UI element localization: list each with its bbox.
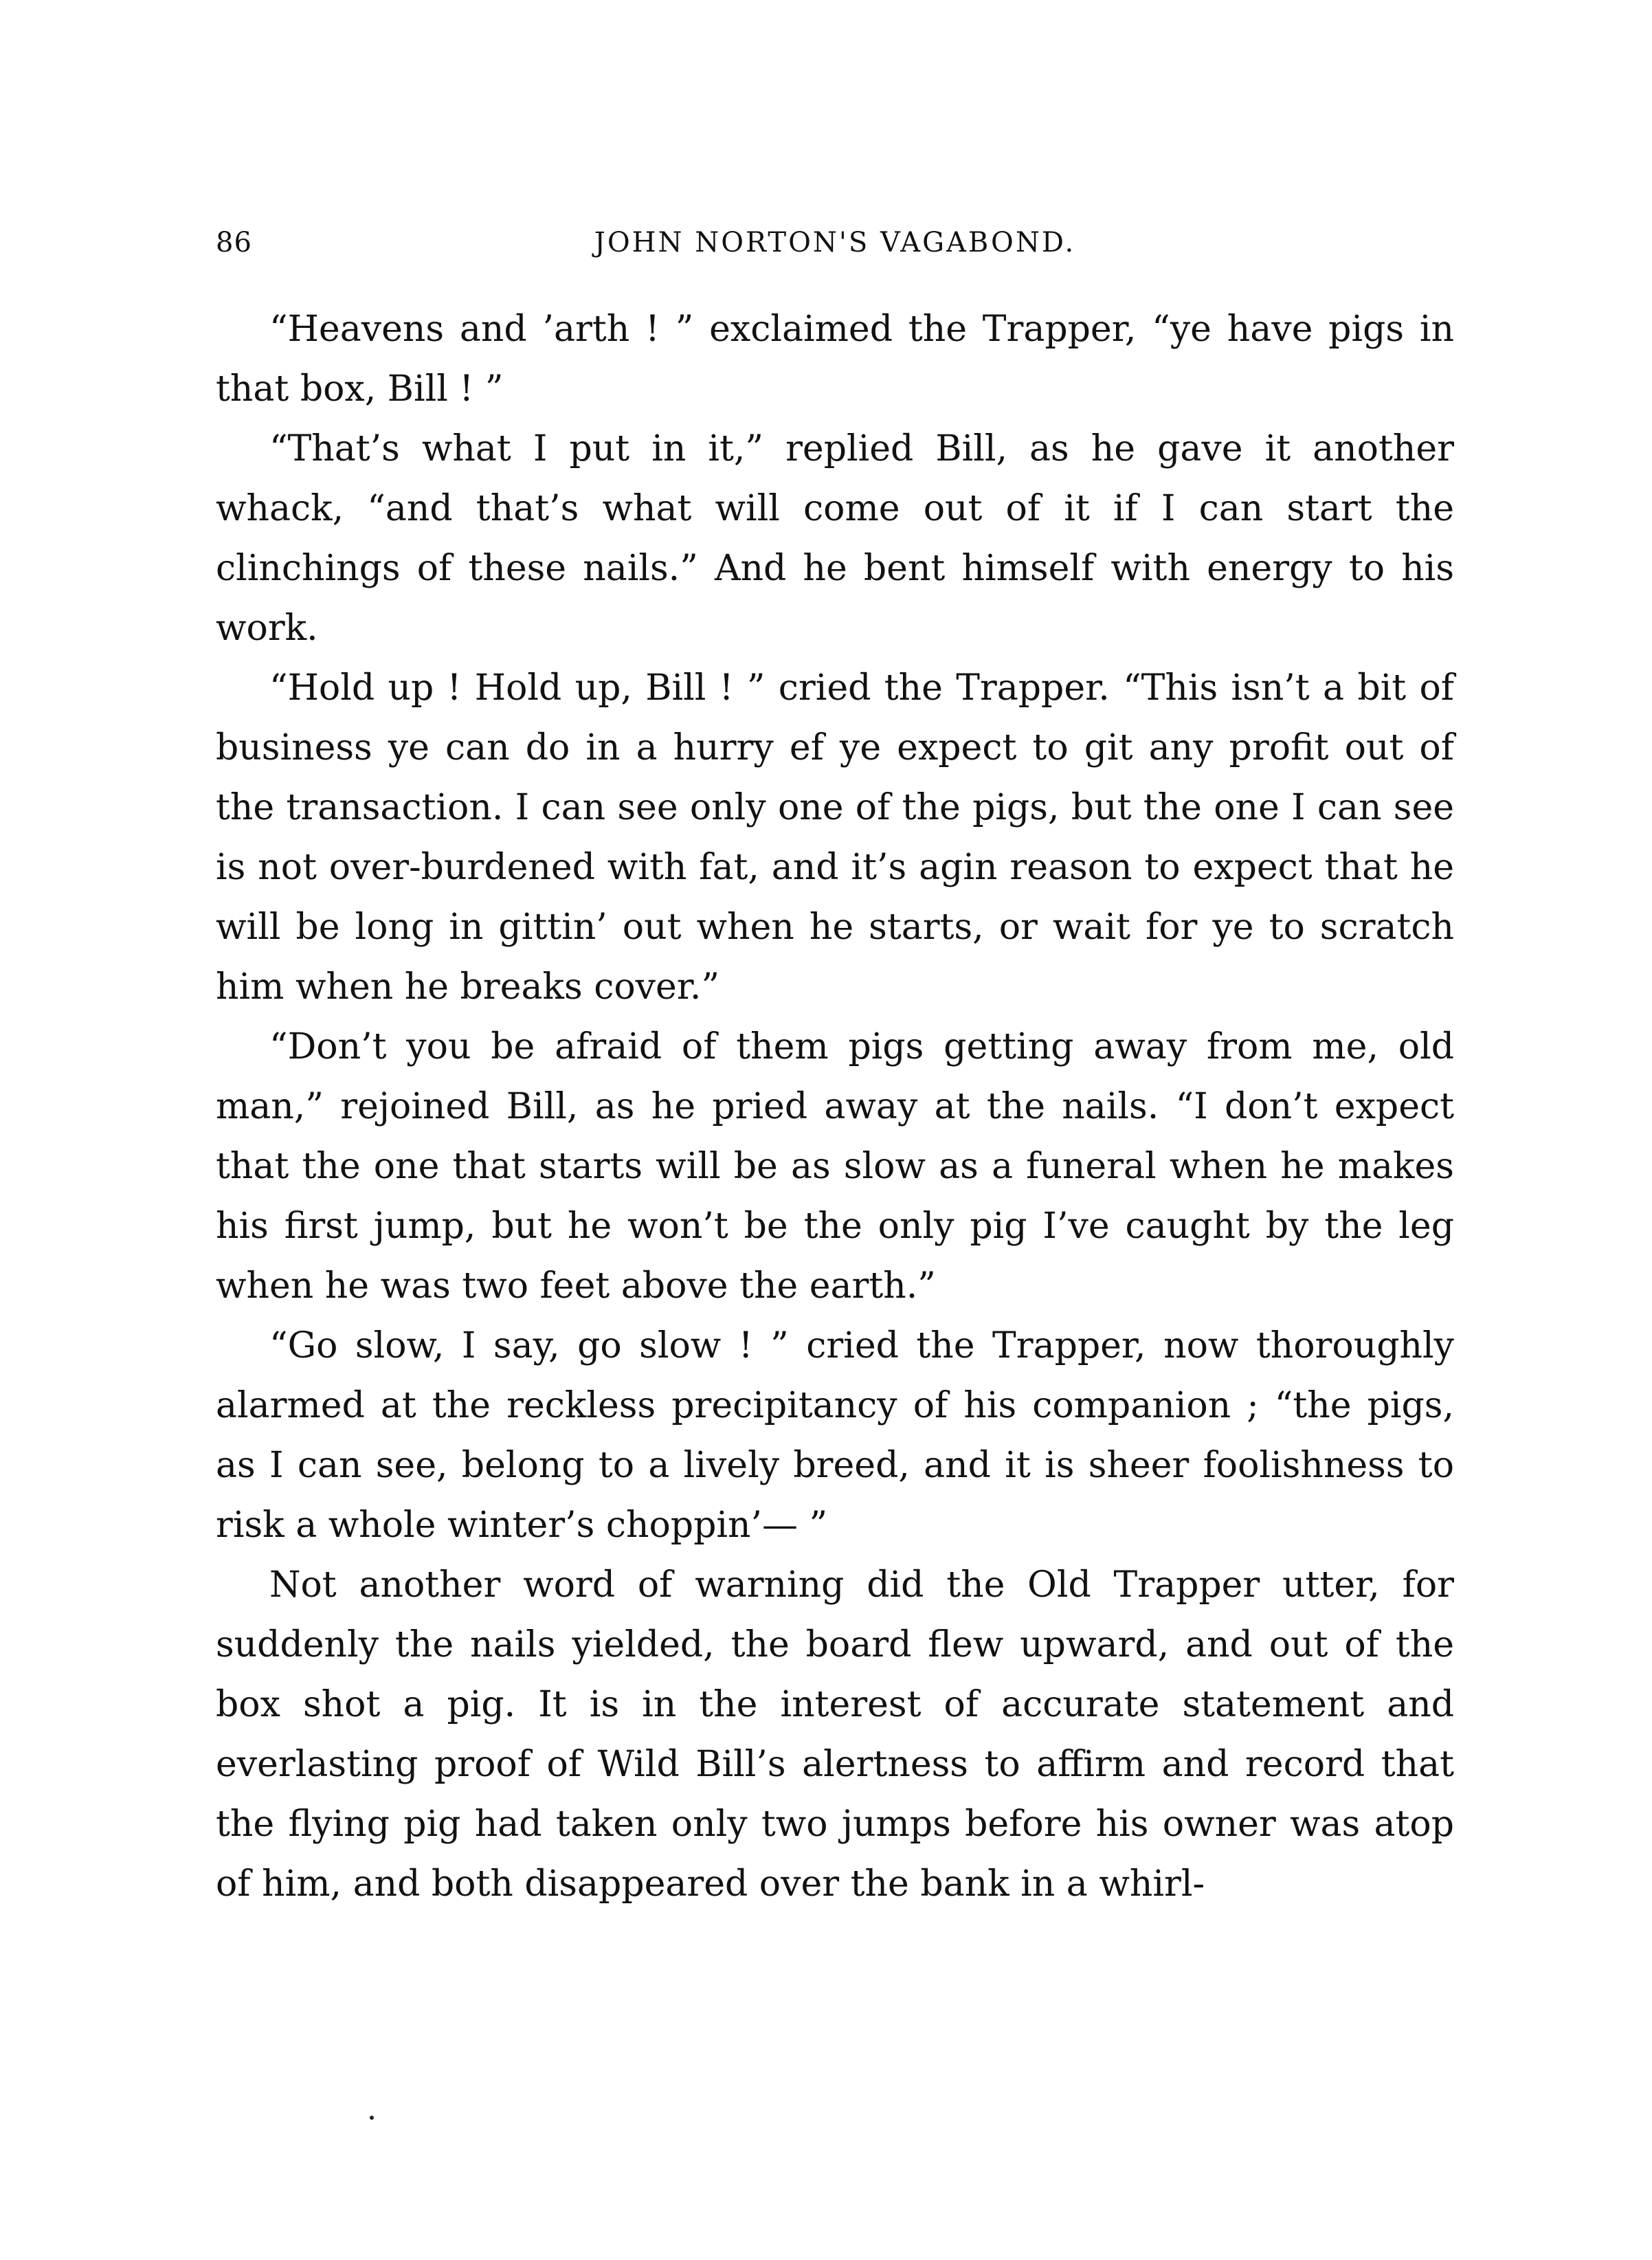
paragraph-5: “Go slow, I say, go slow ! ” cried the Trapper, now thoroughly alarmed at the reckless precipitancy of his companion ; “the pigs, as I can see, belong to a lively breed, and it is sheer foolishness to risk a whole winter’s choppin’— ” xyxy=(216,1325,1454,1546)
paragraph-3: “Hold up ! Hold up, Bill ! ” cried the Trapper. “This isn’t a bit of business ye can do in a hurry ef ye expect to git any profit out of the transaction. I can see only one of the pigs, but the one I can see is not over-burdened with fat, and it’s agin reason to expect that he will be long in gittin’ out when he starts, or wait for ye to scratch him when he breaks cover.” xyxy=(216,667,1454,1008)
paragraph-6: Not another word of warning did the Old Trapper utter, for suddenly the nails yielded, the board flew upward, and out of the box shot a pig. It is in the interest of accurate statement and everlasting proof of Wild Bill’s alertness to affirm and record that the flying pig had taken only two jumps before his owner was atop of him, and both disappeared over the bank in a whirl- xyxy=(216,1564,1454,1905)
paragraph-4: “Don’t you be afraid of them pigs getting away from me, old man,” rejoined Bill, as he pried away at the nails. “I don’t expect that the one that starts will be as slow as a funeral when he makes his first jump, but he won’t be the only pig I’ve caught by the leg when he was two feet above the earth.” xyxy=(216,1026,1454,1307)
page-number: 86 xyxy=(216,227,252,258)
running-title: JOHN NORTON'S VAGABOND. xyxy=(594,227,1076,258)
paragraph-1: “Heavens and ’arth ! ” exclaimed the Trapper, “ye have pigs in that box, Bill ! ” xyxy=(216,309,1454,410)
paragraph-2: “That’s what I put in it,” replied Bill, as he gave it another whack, “and that’s what will come out of it if I can start the clinchings of these nails.” And he bent himself with energy to his work. xyxy=(216,428,1454,649)
ink-speck xyxy=(370,2116,374,2120)
page-header xyxy=(216,227,1454,282)
body-text xyxy=(216,300,1454,1914)
